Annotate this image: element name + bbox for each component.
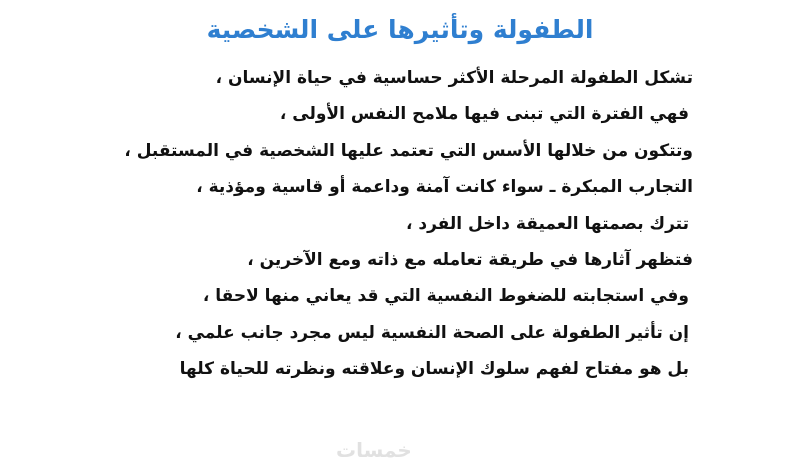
text-line: فهي الفترة التي تبنى فيها ملامح النفس الأولى ،	[279, 104, 689, 125]
document-body	[93, 60, 693, 388]
text-line: التجارب المبكرة ـ سواء كانت آمنة وداعمة أو قاسية ومؤذية ،	[196, 177, 693, 198]
text-line: تشكل الطفولة المرحلة الأكثر حساسية في حياة الإنسان ،	[215, 68, 693, 88]
text-line: فتظهر آثارها في طريقة تعامله مع ذاته ومع الآخرين ،	[247, 249, 693, 270]
document-title: الطفولة وتأثيرها على الشخصية	[206, 15, 594, 44]
text-line: بل هو مفتاح لفهم سلوك الإنسان وعلاقته ونظرته للحياة كلها	[179, 359, 689, 380]
text-line: تترك بصمتها العميقة داخل الفرد ،	[405, 213, 689, 234]
text-line: وتتكون من خلالها الأسس التي تعتمد عليها الشخصية في المستقبل ،	[124, 140, 693, 161]
watermark-logo: خمسات	[336, 438, 412, 462]
text-line: إن تأثير الطفولة على الصحة النفسية ليس مجرد جانب علمي ،	[175, 322, 689, 343]
text-line: وفي استجابته للضغوط النفسية التي قد يعاني منها لاحقا ،	[202, 286, 689, 307]
